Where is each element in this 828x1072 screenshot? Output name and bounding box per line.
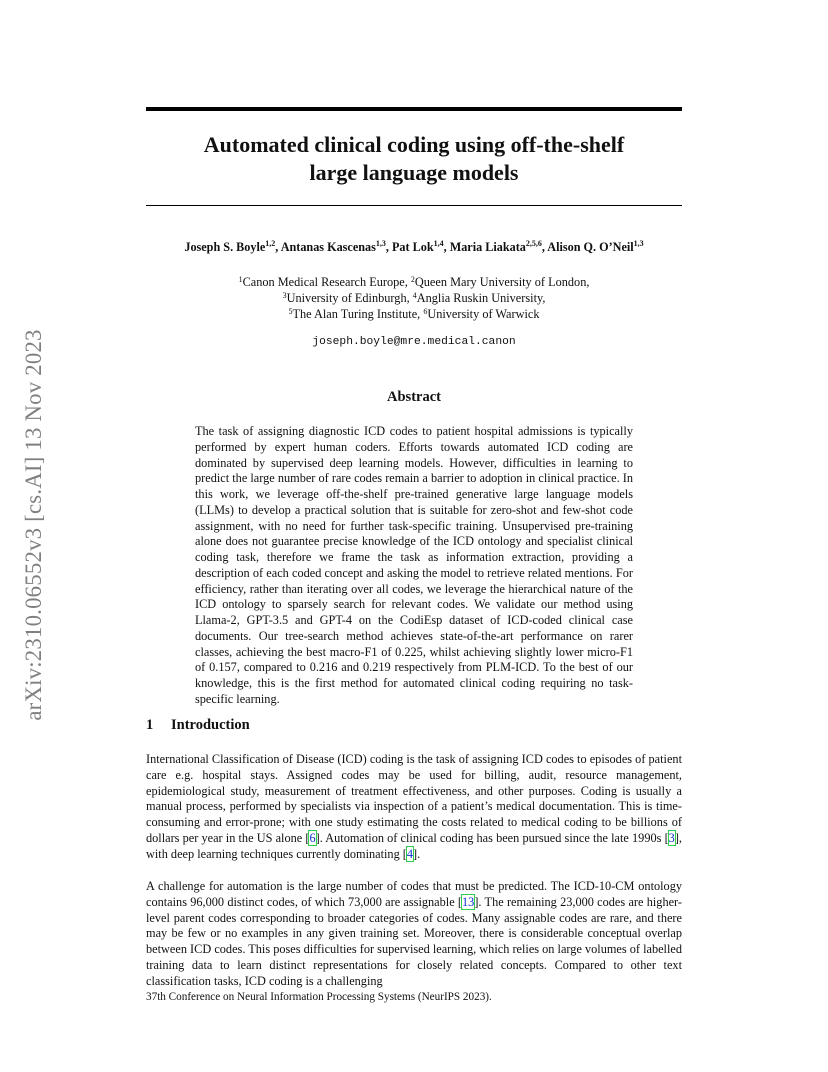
author-affiliation-marks: 1,2	[265, 239, 276, 248]
author	[184, 240, 280, 254]
affiliation-text: The Alan Turing Institute,	[292, 307, 424, 321]
affiliation-line	[146, 274, 682, 290]
arxiv-stamp	[18, 290, 50, 760]
paper-title-line-1: Automated clinical coding using off-the-shelf	[203, 132, 625, 157]
intro-paragraph-2	[146, 879, 682, 989]
intro-paragraph-1	[146, 752, 682, 862]
affiliation-text: Canon Medical Research Europe,	[242, 275, 411, 289]
conference-footnote: 37th Conference on Neural Information Processing Systems (NeurIPS 2023).	[146, 991, 492, 1003]
abstract-text: The task of assigning diagnostic ICD codes to patient hospital admissions is typically performed by expert human coders. Efforts towards automated ICD coding are dominated by supervised deep learning models. However, difficulties in learning to predict the large number of rare codes remain a barrier to adoption in clinical practice. In this work, we leverage off-the-shelf pre-trained generative large language models (LLMs) to develop a practical solution that is suitable for zero-shot and few-shot code assignment, with no need for further task-specific training. Unsupervised pre-training alone does not guarantee precise knowledge of the ICD ontology and specialist clinical coding task, therefore we frame the task as information extraction, providing a description of each coded concept and asking the model to retrieve related mentions. For efficiency, rather than iterating over all codes, we leverage the hierarchical nature of the ICD ontology to sparsely search for relevant codes. We validate our method using Llama-2, GPT-3.5 and GPT-4 on the CodiEsp dataset of ICD-coded clinical case documents. Our tree-search method achieves state-of-the-art performance on rarer classes, achieving the best macro-F1 of 0.225, whilst achieving slightly lower micro-F1 of 0.157, compared to 0.216 and 0.219 respectively from PLM-ICD. To the best of our knowledge, this is the first method for automated clinical coding requiring no task-specific learning.	[195, 424, 633, 706]
paper-title-line-2: large language models	[309, 160, 519, 185]
contact-email[interactable]: joseph.boyle@mre.medical.canon	[312, 336, 516, 348]
author-name: Antanas Kascenas	[280, 240, 376, 254]
author	[392, 240, 450, 254]
affiliation-line	[146, 306, 682, 322]
author-list	[146, 240, 682, 255]
title-rule-bottom	[146, 205, 682, 206]
author-affiliation-marks: 1,3	[375, 239, 386, 248]
author-separator: ,	[541, 240, 548, 254]
author-affiliation-marks: 2,5,6	[525, 239, 542, 248]
author	[547, 240, 643, 254]
affiliation-mark: 6	[423, 307, 428, 316]
author-separator: ,	[275, 240, 281, 254]
citation-link[interactable]: 13	[462, 894, 475, 909]
affiliation-mark: 1	[238, 275, 243, 284]
title-rule-top	[146, 107, 682, 111]
affiliation-mark: 2	[410, 275, 415, 284]
arxiv-stamp-text: arXiv:2310.06552v3 [cs.AI] 13 Nov 2023	[21, 329, 46, 721]
citation-link[interactable]: 4	[406, 846, 414, 861]
paragraph-text: ], with deep learning techniques currently dominating [	[146, 830, 682, 861]
paragraph-text: International Classification of Disease (ICD) coding is the task of assigning ICD codes to episodes of patient care e.g. hospital stays. Assigned codes may be used for billing, audit, resource management, epidemiological study, measurement of treatment effectiveness, and other purposes. Coding is usually a manual process, performed by specialists via inspection of a patient’s medical documentation. This is time-consuming and error-prone; with one study estimating the costs related to medical coding to be billions of dollars per year in the US alone [	[146, 752, 682, 845]
affiliation-text: Anglia Ruskin University,	[416, 291, 546, 305]
section-heading	[146, 717, 250, 734]
section-number: 1	[146, 717, 154, 733]
paragraph-text: ].	[413, 846, 421, 861]
affiliation-mark: 4	[412, 291, 417, 300]
section-title: Introduction	[171, 717, 250, 733]
author-separator: ,	[385, 240, 392, 254]
author-name: Joseph S. Boyle	[184, 240, 266, 254]
paper-title	[146, 131, 682, 187]
paragraph-text: A challenge for automation is the large number of codes that must be predicted. The ICD-10-CM ontology contains 96,000 distinct codes, of which 73,000 are assignable [	[146, 879, 682, 909]
citation-link[interactable]: 6	[309, 830, 316, 845]
affiliation-mark: 5	[288, 307, 293, 316]
author	[281, 240, 392, 254]
author	[450, 240, 548, 254]
paragraph-text: ]. Automation of clinical coding has been pursued since the late 1990s [	[315, 830, 669, 845]
author-affiliation-marks: 1,3	[633, 239, 644, 248]
affiliation-text: University of Edinburgh,	[286, 291, 413, 305]
author-name: Pat Lok	[391, 240, 434, 254]
author-affiliation-marks: 1,4	[433, 239, 444, 248]
abstract-heading: Abstract	[387, 389, 441, 405]
affiliation-text: University of Warwick	[427, 307, 540, 321]
paragraph-text: ]. The remaining 23,000 codes are higher-level parent codes corresponding to broader categories of codes. Many assignable codes are rare, and there may be few or no examples in any given training set. Moreover, there is considerable conceptual overlap between ICD codes. This poses difficulties for supervised learning, which relies on large volumes of labelled training data to learn distinct representations for closely related concepts. Compared to other text classification tasks, ICD coding is a challenging	[146, 894, 683, 988]
citation-link[interactable]: 3	[668, 830, 675, 845]
affiliation-text: Queen Mary University of London,	[414, 275, 590, 289]
affiliation-line	[146, 290, 682, 306]
author-separator: ,	[443, 240, 450, 254]
affiliation-mark: 3	[282, 291, 287, 300]
author-name: Alison Q. O’Neil	[547, 240, 634, 254]
affiliations	[146, 274, 682, 322]
author-name: Maria Liakata	[449, 240, 526, 254]
